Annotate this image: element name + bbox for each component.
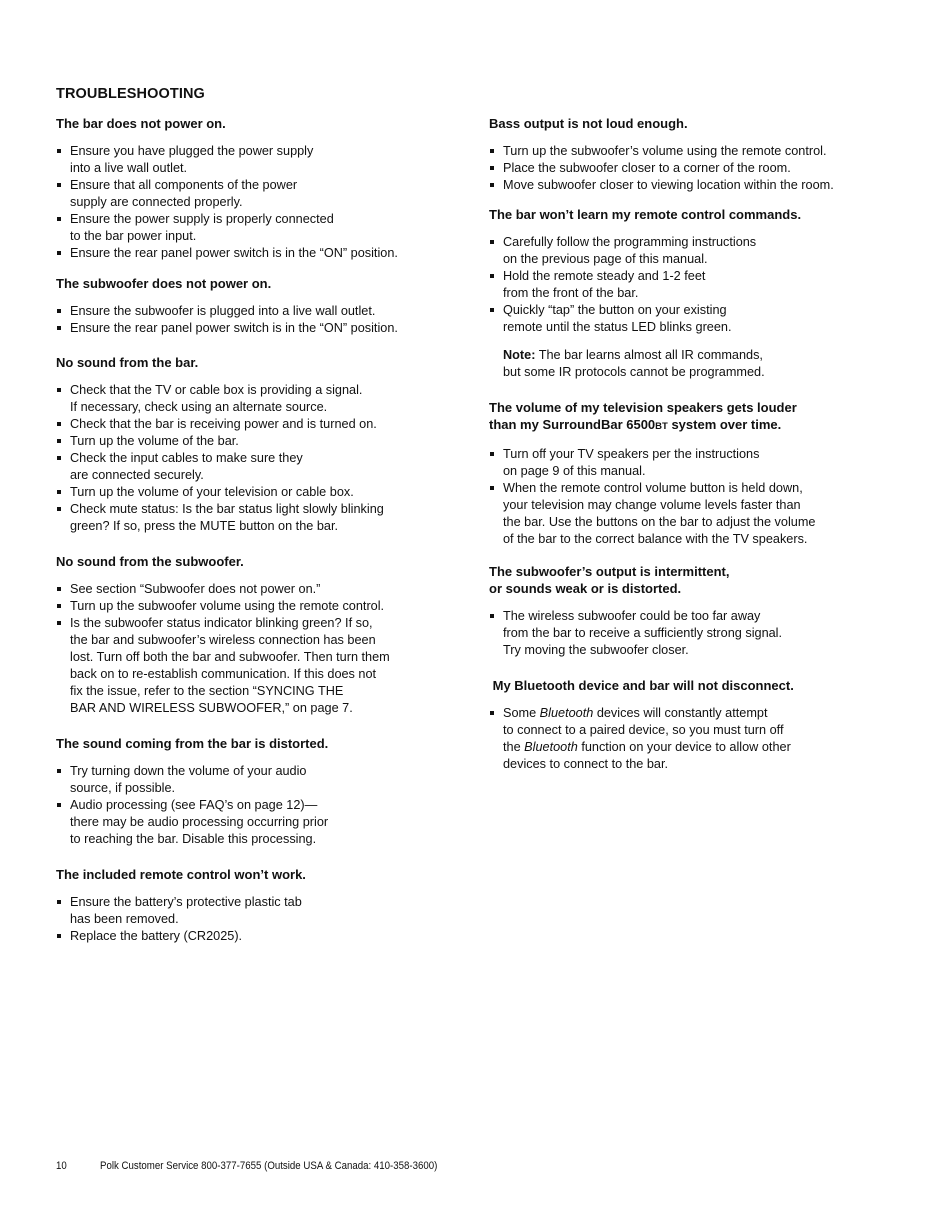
list-item: The wireless subwoofer could be too far away from the bar to receive a sufficiently strong signal. Try moving the subwoofer closer. [489, 608, 909, 659]
list-item: Check that the bar is receiving power and is turned on. [56, 416, 456, 433]
list-item: Ensure the battery’s protective plastic tab has been removed. [56, 894, 456, 928]
list-item: Place the subwoofer closer to a corner of the room. [489, 160, 909, 177]
bullet-list [56, 581, 456, 717]
list-item: Check mute status: Is the bar status light slowly blinking green? If so, press the MUTE button on the bar. [56, 501, 456, 535]
section-heading: Bass output is not loud enough. [489, 116, 688, 131]
list-item: Ensure you have plugged the power supply into a live wall outlet. [56, 143, 456, 177]
list-item: Turn off your TV speakers per the instructions on page 9 of this manual. [489, 446, 909, 480]
list-item: Ensure that all components of the power supply are connected properly. [56, 177, 456, 211]
bullet-list [489, 234, 909, 336]
heading-line: The subwoofer’s output is intermittent, [489, 564, 730, 579]
heading-line: system over time. [667, 417, 782, 432]
bullet-list [489, 608, 909, 659]
heading-model-suffix: BT [655, 421, 668, 432]
bullet-list [56, 763, 456, 848]
section-heading: No sound from the subwoofer. [56, 554, 244, 569]
list-item: Move subwoofer closer to viewing location within the room. [489, 177, 909, 194]
list-item: See section “Subwoofer does not power on.” [56, 581, 456, 598]
footer-text: Polk Customer Service 800-377-7655 (Outside USA & Canada: 410-358-3600) [100, 1160, 438, 1172]
text-run: devices will constantly attempt to connect to a paired device, so you must turn off the [503, 706, 784, 754]
section-bluetooth [489, 677, 909, 773]
section-bar-no-power [56, 115, 456, 262]
note [503, 347, 909, 381]
text-run-italic: Bluetooth [539, 706, 594, 720]
list-item: Try turning down the volume of your audio source, if possible. [56, 763, 456, 797]
section-subwoofer-output [489, 563, 909, 659]
section-heading: No sound from the bar. [56, 355, 199, 370]
list-item: Audio processing (see FAQ’s on page 12)— there may be audio processing occurring prior to reaching the bar. Disable this processing. [56, 797, 456, 848]
text-run: function on your device to allow other devices to connect to the bar. [503, 740, 791, 771]
page-title: TROUBLESHOOTING [56, 86, 205, 102]
section-heading: The bar does not power on. [56, 116, 226, 131]
section-remote-learning [489, 206, 909, 381]
bullet-list [489, 705, 909, 773]
heading-line: The volume of my television speakers gets louder [489, 400, 797, 415]
section-heading: My Bluetooth device and bar will not disconnect. [489, 678, 794, 693]
page-footer [56, 1160, 437, 1172]
section-heading: The sound coming from the bar is distorted. [56, 736, 329, 751]
list-item [489, 705, 909, 773]
section-distorted-sound [56, 735, 456, 848]
list-item: Turn up the subwoofer’s volume using the remote control. [489, 143, 909, 160]
section-remote-not-working [56, 866, 456, 945]
section-tv-volume [489, 399, 909, 548]
bullet-list [56, 143, 456, 262]
bullet-list [56, 894, 456, 945]
text-run-italic: Bluetooth [524, 740, 578, 754]
bullet-list [56, 303, 456, 337]
list-item: Check the input cables to make sure they are connected securely. [56, 450, 456, 484]
list-item: Hold the remote steady and 1-2 feet from the front of the bar. [489, 268, 909, 302]
note-label: Note: [503, 348, 536, 362]
page-number: 10 [56, 1160, 67, 1172]
list-item: Turn up the volume of your television or cable box. [56, 484, 456, 501]
list-item: Turn up the subwoofer volume using the remote control. [56, 598, 456, 615]
section-no-sound-subwoofer [56, 553, 456, 717]
list-item: Carefully follow the programming instructions on the previous page of this manual. [489, 234, 909, 268]
text-run: Some [503, 706, 540, 720]
heading-line: or sounds weak or is distorted. [489, 581, 682, 596]
list-item: Is the subwoofer status indicator blinking green? If so, the bar and subwoofer’s wireless connection has been lost. Turn off both the bar and subwoofer. Then turn them back on to re-establish communication. If this does not fix the issue, refer to the section “SYNCING THE BAR AND WIRELESS SUBWOOFER,” on page 7. [56, 615, 456, 717]
list-item: Ensure the rear panel power switch is in the “ON” position. [56, 245, 456, 262]
note-text: The bar learns almost all IR commands, but some IR protocols cannot be programmed. [503, 348, 765, 379]
list-item: Check that the TV or cable box is providing a signal. If necessary, check using an alternate source. [56, 382, 456, 416]
section-heading [489, 563, 909, 597]
list-item: Turn up the volume of the bar. [56, 433, 456, 450]
section-no-sound-bar [56, 354, 456, 535]
list-item: Replace the battery (CR2025). [56, 928, 456, 945]
heading-line: than my SurroundBar 6500 [489, 417, 656, 432]
bullet-list [489, 143, 909, 194]
list-item: When the remote control volume button is held down, your television may change volume levels faster than the bar. Use the buttons on the bar to adjust the volume of the bar to the correct balance with the TV speakers. [489, 480, 909, 548]
list-item: Ensure the subwoofer is plugged into a live wall outlet. [56, 303, 456, 320]
section-heading: The included remote control won’t work. [56, 867, 306, 882]
section-heading: The bar won’t learn my remote control commands. [489, 207, 802, 222]
bullet-list [489, 446, 909, 548]
section-heading: The subwoofer does not power on. [56, 276, 272, 291]
section-bass-output [489, 115, 909, 194]
bullet-list [56, 382, 456, 535]
section-heading [489, 399, 909, 435]
list-item: Ensure the power supply is properly connected to the bar power input. [56, 211, 456, 245]
list-item: Ensure the rear panel power switch is in the “ON” position. [56, 320, 456, 337]
list-item: Quickly “tap” the button on your existing remote until the status LED blinks green. [489, 302, 909, 336]
section-subwoofer-no-power [56, 275, 456, 337]
